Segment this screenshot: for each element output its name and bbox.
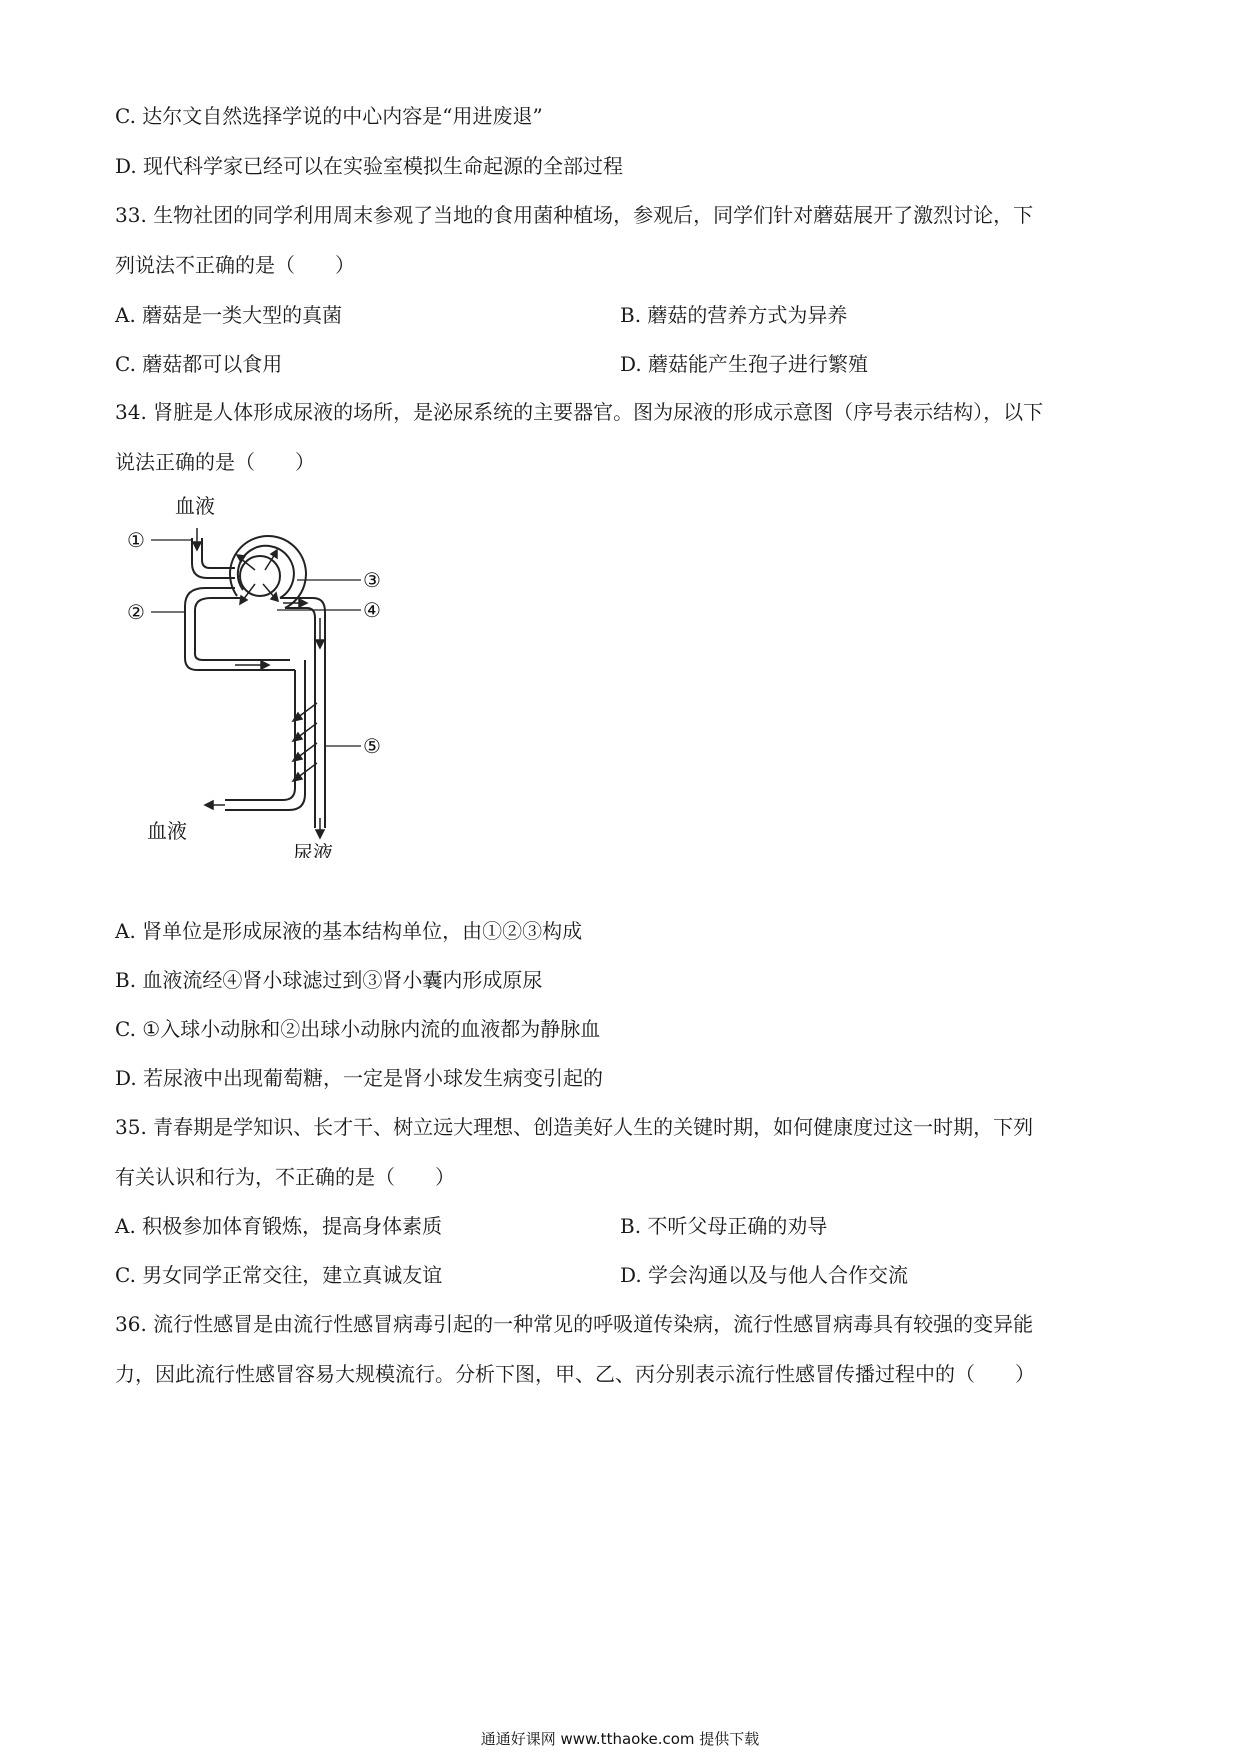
question-35-stem-cont: 有关认识和行为，不正确的是（ ） — [115, 1165, 455, 1189]
question-33-option-c: C. 蘑菇都可以食用 — [115, 352, 283, 376]
label-2: ② — [127, 600, 145, 624]
arrow-head — [299, 599, 307, 607]
question-33-stem-cont: 列说法不正确的是（ ） — [115, 253, 355, 277]
capillary-down-outer — [225, 670, 295, 800]
question-34-option-b: B. 血液流经④肾小球滤过到③肾小囊内形成原尿 — [115, 968, 543, 992]
label-blood-in: 血液 — [175, 494, 215, 518]
efferent-arteriole-outer — [185, 588, 235, 618]
question-34-option-d: D. 若尿液中出现葡萄糖，一定是肾小球发生病变引起的 — [115, 1066, 604, 1090]
question-35-option-a: A. 积极参加体育锻炼，提高身体素质 — [115, 1214, 443, 1238]
arrow-head — [316, 830, 324, 838]
capillary-top-outer — [185, 618, 295, 670]
filtration-arrow — [243, 584, 255, 600]
capillary-top-inner — [195, 618, 290, 660]
question-35-option-d: D. 学会沟通以及与他人合作交流 — [620, 1263, 909, 1287]
arrow-head — [261, 661, 269, 669]
option-text: C. 达尔文自然选择学说的中心内容是“用进废退” — [115, 104, 543, 128]
arrow-head — [271, 550, 277, 558]
page-footer: 通通好课网 www.tthaoke.com 提供下载 — [480, 1730, 760, 1748]
label-blood-out: 血液 — [147, 819, 187, 843]
capillary-down-inner — [225, 660, 305, 810]
question-34-stem-cont: 说法正确的是（ ） — [115, 450, 315, 474]
efferent-arteriole-inner — [195, 598, 240, 618]
option-text: D. 现代科学家已经可以在实验室模拟生命起源的全部过程 — [115, 154, 624, 178]
label-urine: 尿液 — [293, 841, 333, 858]
question-33-option-b: B. 蘑菇的营养方式为异养 — [620, 303, 848, 327]
arrow-head — [205, 801, 213, 809]
arrow-head — [193, 542, 201, 550]
question-35-stem: 35. 青春期是学知识、长才干、树立远大理想、创造美好人生的关键时期，如何健康度过这一时期，下列 — [115, 1115, 1034, 1139]
question-33-option-d: D. 蘑菇能产生孢子进行繁殖 — [620, 352, 869, 376]
label-1: ① — [127, 528, 145, 552]
question-35-option-b: B. 不听父母正确的劝导 — [620, 1214, 828, 1238]
question-34-stem: 34. 肾脏是人体形成尿液的场所，是泌尿系统的主要器官。图为尿液的形成示意图（序号表示结构），以下 — [115, 400, 1044, 424]
label-4: ④ — [363, 598, 381, 622]
question-33-stem: 33. 生物社团的同学利用周末参观了当地的食用菌种植场，参观后，同学们针对蘑菇展开了激烈讨论，下 — [115, 203, 1034, 227]
question-34-option-a: A. 肾单位是形成尿液的基本结构单位，由①②③构成 — [115, 919, 583, 943]
question-34-option-c: C. ①入球小动脉和②出球小动脉内流的血液都为静脉血 — [115, 1017, 601, 1041]
nephron-diagram-svg — [125, 488, 455, 858]
nephron-diagram — [125, 488, 455, 858]
question-36-stem: 36. 流行性感冒是由流行性感冒病毒引起的一种常见的呼吸道传染病，流行性感冒病毒具有较强的变异能 — [115, 1312, 1034, 1336]
arrow-head — [316, 640, 324, 648]
question-33-option-a: A. 蘑菇是一类大型的真菌 — [115, 303, 343, 327]
label-5: ⑤ — [363, 734, 381, 758]
afferent-arteriole-inner — [202, 538, 235, 568]
question-36-stem-cont: 力，因此流行性感冒容易大规模流行。分析下图，甲、乙、丙分别表示流行性感冒传播过程中的（ ） — [115, 1362, 1035, 1386]
label-3: ③ — [363, 568, 381, 592]
question-35-option-c: C. 男女同学正常交往，建立真诚友谊 — [115, 1263, 443, 1287]
